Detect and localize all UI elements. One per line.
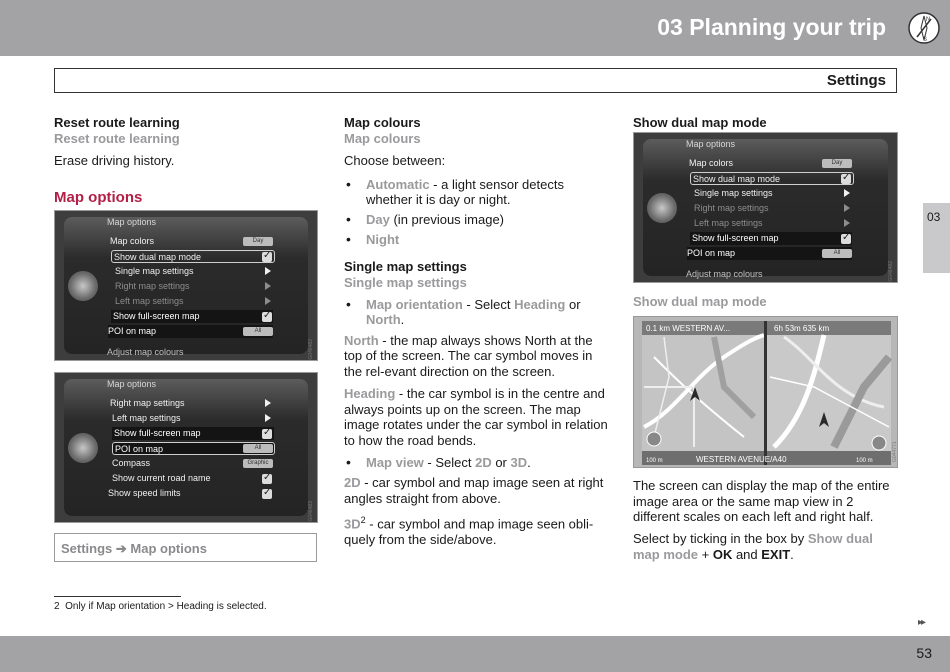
bullet-text: - a light sensor detects whether it is day or night. bbox=[366, 176, 564, 207]
chevron-right-icon bbox=[265, 399, 271, 407]
dual-map-graphic bbox=[634, 317, 898, 468]
section-header bbox=[54, 68, 897, 93]
map-colours-title: Map colours bbox=[344, 115, 421, 130]
screen-row: Left map settings bbox=[694, 218, 763, 228]
dual-map-body-1: The screen can display the map of the entire image area or the same map view in 2 different scales on each left and right half. bbox=[633, 478, 890, 524]
two-d-paragraph bbox=[344, 475, 609, 506]
screen-pill-day: Day bbox=[243, 237, 273, 246]
bullet-map-view bbox=[344, 455, 609, 470]
single-map-title: Single map settings bbox=[344, 258, 467, 274]
dual-map-body-2 bbox=[633, 531, 898, 562]
map-options-screen-3 bbox=[633, 132, 898, 283]
term-exit: EXIT bbox=[761, 546, 791, 562]
paragraph-text: - car symbol and map image seen obli-quely from the side/above. bbox=[344, 516, 594, 547]
map-colours-subtitle: Map colours bbox=[344, 131, 421, 146]
map-options-screen-2 bbox=[54, 372, 318, 523]
paragraph-text: . bbox=[790, 546, 794, 562]
next-page-icon: ▸▸ bbox=[918, 617, 925, 628]
term-automatic: Automatic bbox=[366, 176, 430, 192]
three-d-paragraph bbox=[344, 513, 609, 547]
north-paragraph bbox=[344, 333, 609, 380]
checkbox-checked-icon bbox=[841, 174, 851, 184]
screen-title: Map options bbox=[107, 379, 157, 389]
checkbox-checked-icon bbox=[262, 312, 272, 322]
term-3d: 3D bbox=[344, 516, 361, 532]
screen-pill-all: All bbox=[822, 249, 852, 258]
menu-path-box bbox=[54, 533, 317, 562]
chevron-right-icon bbox=[265, 297, 271, 305]
rotary-knob-icon bbox=[68, 271, 98, 301]
image-code: G046482 bbox=[888, 261, 894, 282]
bullet-text: . bbox=[527, 455, 531, 470]
term-2d: 2D bbox=[344, 475, 361, 490]
screen-row: Right map settings bbox=[694, 203, 769, 213]
column-middle bbox=[344, 115, 609, 547]
screen-row: Map colors bbox=[110, 236, 155, 246]
image-code: G046482 bbox=[308, 339, 314, 360]
footnote-number: 2 bbox=[54, 601, 60, 612]
zoom-icon bbox=[872, 436, 886, 450]
compass-icon bbox=[907, 7, 941, 49]
rotary-knob-icon bbox=[68, 433, 98, 463]
column-right bbox=[633, 115, 898, 131]
compass-n: N bbox=[926, 17, 931, 23]
bullet-text: - Select bbox=[423, 455, 476, 470]
compass-s: S bbox=[923, 37, 928, 43]
dual-map-screen bbox=[633, 316, 898, 468]
column-left bbox=[54, 115, 318, 206]
chevron-right-icon bbox=[844, 189, 850, 197]
screen-row-selected: POI on map bbox=[112, 442, 275, 455]
term-ok: OK bbox=[712, 546, 733, 562]
bullet-automatic bbox=[344, 177, 609, 207]
screen-bottom-label: Adjust map colours bbox=[686, 269, 763, 279]
reset-route-title: Reset route learning bbox=[54, 115, 180, 130]
term-night: Night bbox=[366, 231, 400, 247]
heading-paragraph bbox=[344, 386, 609, 448]
footnote bbox=[54, 601, 267, 612]
term-heading: Heading bbox=[514, 296, 566, 312]
footnote-ref: 2 bbox=[360, 515, 366, 525]
section-label: Settings bbox=[826, 72, 886, 89]
screen-pill-graphic: Graphic bbox=[243, 459, 273, 468]
reset-route-subtitle: Reset route learning bbox=[54, 131, 180, 146]
screen-row: Right map settings bbox=[115, 281, 190, 291]
bullet-day bbox=[344, 212, 609, 227]
screen-row-selected: Show dual map mode bbox=[111, 250, 275, 263]
map-scale-right: 100 m bbox=[856, 458, 873, 464]
bullet-text: - Select bbox=[462, 296, 515, 312]
map-options-screen-1 bbox=[54, 210, 318, 361]
reset-route-body: Erase driving history. bbox=[54, 153, 175, 168]
chapter-tab bbox=[923, 203, 950, 273]
screen-row: Single map settings bbox=[115, 266, 194, 276]
term-map-view: Map view bbox=[366, 455, 424, 470]
map-right-top-info: 6h 53m 635 km bbox=[774, 324, 830, 333]
screen-row-selected: Show dual map mode bbox=[690, 172, 854, 185]
screen-row: Right map settings bbox=[110, 398, 185, 408]
checkbox-checked-icon bbox=[262, 429, 272, 439]
paragraph-text: - the map always shows North at the top of the screen. The car symbol moves in the rel-evant direction on the screen. bbox=[344, 332, 593, 379]
map-options-heading: Map options bbox=[54, 188, 143, 206]
screen-row-highlighted: Show full-screen map bbox=[690, 232, 852, 245]
rotary-knob-icon bbox=[647, 193, 677, 223]
page-number: 53 bbox=[916, 645, 932, 661]
screen-pill-day: Day bbox=[822, 159, 852, 168]
map-colours-intro: Choose between: bbox=[344, 153, 446, 168]
screen-title: Map options bbox=[107, 217, 157, 227]
map-left-top-info: 0.1 km WESTERN AV... bbox=[646, 324, 731, 333]
checkbox-checked-icon bbox=[262, 252, 272, 262]
screen-pill-all: All bbox=[243, 327, 273, 336]
footer-band bbox=[0, 636, 950, 672]
map-bottom-road: WESTERN AVENUE/A40 bbox=[696, 455, 787, 464]
chevron-right-icon bbox=[265, 282, 271, 290]
dual-map-title: Show dual map mode bbox=[633, 115, 767, 130]
screen-row: Show speed limits bbox=[108, 488, 181, 498]
chevron-right-icon bbox=[844, 204, 850, 212]
checkbox-checked-icon bbox=[262, 489, 272, 499]
paragraph-text: + bbox=[698, 546, 713, 562]
screen-row: Left map settings bbox=[115, 296, 184, 306]
screen-row-highlighted: Show full-screen map bbox=[112, 427, 274, 440]
checkbox-checked-icon bbox=[262, 474, 272, 484]
map-scale-left: 100 m bbox=[646, 458, 663, 464]
bullet-text: or bbox=[565, 296, 581, 312]
screen-row-highlighted: POI on map bbox=[687, 247, 852, 260]
screen-row: Compass bbox=[112, 458, 151, 468]
term-show-dual-map: Show dual map mode bbox=[633, 531, 873, 562]
compass-icon bbox=[647, 432, 661, 446]
screen-title: Map options bbox=[686, 139, 736, 149]
term-2d: 2D bbox=[475, 455, 492, 470]
paragraph-text: and bbox=[732, 546, 762, 562]
screen-row: Left map settings bbox=[112, 413, 181, 423]
bullet-night bbox=[344, 232, 609, 247]
image-code: G044771 bbox=[892, 441, 898, 462]
bullet-map-orientation bbox=[344, 297, 609, 327]
term-heading: Heading bbox=[344, 386, 396, 401]
term-north: North bbox=[366, 311, 401, 327]
paragraph-text: Select by ticking in the box by bbox=[633, 531, 808, 546]
screen-bottom-label: Adjust map colours bbox=[107, 347, 184, 357]
paragraph-text: - the car symbol is in the centre and always points up on the screen. The map image rotates under the car symbol in relation to how the road bends. bbox=[344, 386, 608, 448]
bullet-text: or bbox=[491, 455, 511, 470]
bullet-text: . bbox=[400, 311, 405, 327]
screen-row: Map colors bbox=[689, 158, 734, 168]
term-3d: 3D bbox=[510, 455, 528, 470]
screen-row-highlighted: Show full-screen map bbox=[111, 310, 273, 323]
term-map-orientation: Map orientation bbox=[366, 296, 463, 312]
screen-row: Show current road name bbox=[112, 473, 211, 483]
single-map-subtitle: Single map settings bbox=[344, 274, 467, 290]
footnote-rule bbox=[54, 596, 181, 597]
footnote-text: Only if Map orientation > Heading is selected. bbox=[65, 601, 267, 612]
chapter-tab-label: 03 bbox=[927, 210, 941, 224]
image-code: G046483 bbox=[308, 501, 314, 522]
chevron-right-icon bbox=[844, 219, 850, 227]
chevron-right-icon bbox=[265, 267, 271, 275]
term-north: North bbox=[344, 332, 379, 348]
menu-path: Settings ➔ Map options bbox=[61, 541, 207, 556]
checkbox-checked-icon bbox=[841, 234, 851, 244]
chapter-title: 03 Planning your trip bbox=[657, 14, 886, 40]
bullet-text: (in previous image) bbox=[389, 211, 505, 227]
dual-map-subtitle: Show dual map mode bbox=[633, 294, 767, 309]
term-day: Day bbox=[366, 211, 390, 227]
screen-pill-all: All bbox=[243, 444, 273, 453]
screen-row: Single map settings bbox=[694, 188, 773, 198]
paragraph-text: - car symbol and map image seen at right angles straight from above. bbox=[344, 475, 604, 506]
screen-row-highlighted: POI on map bbox=[108, 325, 273, 338]
chevron-right-icon bbox=[265, 414, 271, 422]
